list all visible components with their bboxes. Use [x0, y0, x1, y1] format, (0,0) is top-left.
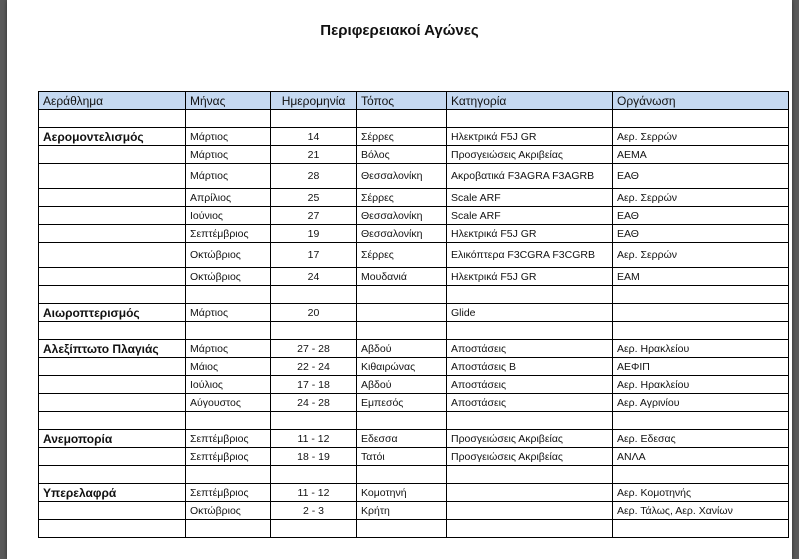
header-organization: Οργάνωση — [613, 92, 789, 110]
empty-cell — [447, 110, 613, 128]
organization-cell: ΑΕΜΑ — [613, 146, 789, 164]
empty-cell — [447, 286, 613, 304]
category-cell: Προσγειώσεις Ακριβείας — [447, 430, 613, 448]
table-row — [39, 207, 789, 225]
month-cell: Ιούνιος — [186, 207, 271, 225]
month-cell: Οκτώβριος — [186, 243, 271, 268]
sport-cell — [39, 448, 186, 466]
empty-cell — [357, 110, 447, 128]
empty-cell — [613, 412, 789, 430]
empty-cell — [613, 322, 789, 340]
empty-cell — [357, 520, 447, 538]
spacer-row — [39, 322, 789, 340]
organization-cell: Αερ. Σερρών — [613, 243, 789, 268]
date-cell: 27 — [271, 207, 357, 225]
sport-cell — [39, 243, 186, 268]
sport-cell: Αλεξίπτωτο Πλαγιάς — [39, 340, 186, 358]
table-row — [39, 448, 789, 466]
place-cell: Εδεσσα — [357, 430, 447, 448]
table-row — [39, 502, 789, 520]
empty-cell — [186, 412, 271, 430]
empty-cell — [613, 466, 789, 484]
place-cell: Εμπεσός — [357, 394, 447, 412]
date-cell: 2 - 3 — [271, 502, 357, 520]
month-cell: Οκτώβριος — [186, 502, 271, 520]
header-sport: Αεράθλημα — [39, 92, 186, 110]
category-cell: Scale ARF — [447, 207, 613, 225]
place-cell: Θεσσαλονίκη — [357, 164, 447, 189]
date-cell: 17 — [271, 243, 357, 268]
date-cell: 21 — [271, 146, 357, 164]
month-cell: Μάρτιος — [186, 304, 271, 322]
category-cell: Scale ARF — [447, 189, 613, 207]
date-cell: 24 - 28 — [271, 394, 357, 412]
sport-cell: Ανεμοπορία — [39, 430, 186, 448]
sport-cell — [39, 376, 186, 394]
category-cell: Glide — [447, 304, 613, 322]
place-cell: Θεσσαλονίκη — [357, 225, 447, 243]
category-cell — [447, 502, 613, 520]
organization-cell — [613, 304, 789, 322]
competitions-table — [38, 91, 789, 538]
table-row — [39, 146, 789, 164]
place-cell: Βόλος — [357, 146, 447, 164]
sport-cell — [39, 268, 186, 286]
place-cell: Θεσσαλονίκη — [357, 207, 447, 225]
spacer-row — [39, 520, 789, 538]
organization-cell: ΑΕΦΙΠ — [613, 358, 789, 376]
month-cell: Σεπτέμβριος — [186, 430, 271, 448]
month-cell: Μάρτιος — [186, 340, 271, 358]
table-body — [39, 110, 789, 538]
date-cell: 11 - 12 — [271, 430, 357, 448]
empty-cell — [357, 466, 447, 484]
table-row — [39, 358, 789, 376]
empty-cell — [271, 520, 357, 538]
sport-cell — [39, 146, 186, 164]
empty-cell — [271, 110, 357, 128]
empty-cell — [39, 466, 186, 484]
organization-cell: ΕΑΘ — [613, 225, 789, 243]
empty-cell — [186, 322, 271, 340]
category-cell: Αποστάσεις — [447, 394, 613, 412]
category-cell: Προσγειώσεις Ακριβείας — [447, 146, 613, 164]
place-cell — [357, 304, 447, 322]
empty-cell — [186, 520, 271, 538]
empty-cell — [271, 322, 357, 340]
category-cell: Ηλεκτρικά F5J GR — [447, 268, 613, 286]
empty-cell — [447, 466, 613, 484]
category-cell — [447, 484, 613, 502]
empty-cell — [39, 110, 186, 128]
table-row — [39, 268, 789, 286]
category-cell: Αποστάσεις — [447, 376, 613, 394]
organization-cell: Αερ. Τάλως, Αερ. Χανίων — [613, 502, 789, 520]
page-title: Περιφερειακοί Αγώνες — [320, 22, 479, 39]
organization-cell: Αερ. Ηρακλείου — [613, 340, 789, 358]
date-cell: 28 — [271, 164, 357, 189]
category-cell: Ελικόπτερα F3CGRA F3CGRB — [447, 243, 613, 268]
sport-cell — [39, 164, 186, 189]
organization-cell: Αερ. Κομοτηνής — [613, 484, 789, 502]
table-row — [39, 430, 789, 448]
month-cell: Σεπτέμβριος — [186, 225, 271, 243]
place-cell: Κομοτηνή — [357, 484, 447, 502]
table-row — [39, 340, 789, 358]
month-cell: Μάρτιος — [186, 128, 271, 146]
table-row — [39, 484, 789, 502]
table-row — [39, 164, 789, 189]
organization-cell: Αερ. Ηρακλείου — [613, 376, 789, 394]
month-cell: Μάρτιος — [186, 146, 271, 164]
table-row — [39, 376, 789, 394]
month-cell: Σεπτέμβριος — [186, 484, 271, 502]
date-cell: 20 — [271, 304, 357, 322]
empty-cell — [39, 322, 186, 340]
empty-cell — [271, 466, 357, 484]
table-row — [39, 394, 789, 412]
organization-cell: Αερ. Σερρών — [613, 189, 789, 207]
month-cell: Ιούλιος — [186, 376, 271, 394]
sport-cell — [39, 502, 186, 520]
header-date: Ημερομηνία — [271, 92, 357, 110]
place-cell: Τατόι — [357, 448, 447, 466]
place-cell: Σέρρες — [357, 189, 447, 207]
empty-cell — [613, 110, 789, 128]
organization-cell: ΕΑΜ — [613, 268, 789, 286]
header-place: Τόπος — [357, 92, 447, 110]
empty-cell — [357, 286, 447, 304]
date-cell: 11 - 12 — [271, 484, 357, 502]
empty-cell — [447, 322, 613, 340]
table-row — [39, 243, 789, 268]
sport-cell: Υπερελαφρά — [39, 484, 186, 502]
sport-cell — [39, 358, 186, 376]
category-cell: Προσγειώσεις Ακριβείας — [447, 448, 613, 466]
organization-cell: ΕΑΘ — [613, 164, 789, 189]
date-cell: 14 — [271, 128, 357, 146]
month-cell: Απρίλιος — [186, 189, 271, 207]
empty-cell — [447, 520, 613, 538]
empty-cell — [271, 412, 357, 430]
spacer-row — [39, 466, 789, 484]
organization-cell: Αερ. Εδεσας — [613, 430, 789, 448]
empty-cell — [357, 412, 447, 430]
sport-cell — [39, 394, 186, 412]
empty-cell — [613, 520, 789, 538]
empty-cell — [39, 286, 186, 304]
document-page — [7, 0, 792, 559]
organization-cell: Αερ. Σερρών — [613, 128, 789, 146]
sport-cell: Αιωροπτερισμός — [39, 304, 186, 322]
category-cell: Ακροβατικά F3AGRA F3AGRB — [447, 164, 613, 189]
header-month: Μήνας — [186, 92, 271, 110]
sport-cell: Αερομοντελισμός — [39, 128, 186, 146]
empty-cell — [186, 466, 271, 484]
table-row — [39, 189, 789, 207]
header-category: Κατηγορία — [447, 92, 613, 110]
sport-cell — [39, 207, 186, 225]
sport-cell — [39, 225, 186, 243]
spacer-row — [39, 412, 789, 430]
place-cell: Αβδού — [357, 376, 447, 394]
place-cell: Κιθαιρώνας — [357, 358, 447, 376]
empty-cell — [186, 110, 271, 128]
empty-cell — [39, 520, 186, 538]
month-cell: Μάιος — [186, 358, 271, 376]
place-cell: Μουδανιά — [357, 268, 447, 286]
empty-cell — [357, 322, 447, 340]
spacer-row — [39, 110, 789, 128]
place-cell: Σέρρες — [357, 128, 447, 146]
date-cell: 24 — [271, 268, 357, 286]
table-row — [39, 304, 789, 322]
organization-cell: Αερ. Αγρινίου — [613, 394, 789, 412]
date-cell: 18 - 19 — [271, 448, 357, 466]
category-cell: Ηλεκτρικά F5J GR — [447, 225, 613, 243]
spacer-row — [39, 286, 789, 304]
date-cell: 19 — [271, 225, 357, 243]
month-cell: Μάρτιος — [186, 164, 271, 189]
empty-cell — [39, 412, 186, 430]
header-row — [39, 92, 789, 110]
organization-cell: ΕΑΘ — [613, 207, 789, 225]
table-row — [39, 128, 789, 146]
month-cell: Οκτώβριος — [186, 268, 271, 286]
organization-cell: ΑΝΛΑ — [613, 448, 789, 466]
place-cell: Σέρρες — [357, 243, 447, 268]
place-cell: Κρήτη — [357, 502, 447, 520]
month-cell: Σεπτέμβριος — [186, 448, 271, 466]
empty-cell — [186, 286, 271, 304]
category-cell: Ηλεκτρικά F5J GR — [447, 128, 613, 146]
category-cell: Αποστάσεις Β — [447, 358, 613, 376]
empty-cell — [271, 286, 357, 304]
sport-cell — [39, 189, 186, 207]
empty-cell — [447, 412, 613, 430]
date-cell: 22 - 24 — [271, 358, 357, 376]
date-cell: 27 - 28 — [271, 340, 357, 358]
table-row — [39, 225, 789, 243]
empty-cell — [613, 286, 789, 304]
month-cell: Αύγουστος — [186, 394, 271, 412]
date-cell: 25 — [271, 189, 357, 207]
date-cell: 17 - 18 — [271, 376, 357, 394]
place-cell: Αβδού — [357, 340, 447, 358]
category-cell: Αποστάσεις — [447, 340, 613, 358]
